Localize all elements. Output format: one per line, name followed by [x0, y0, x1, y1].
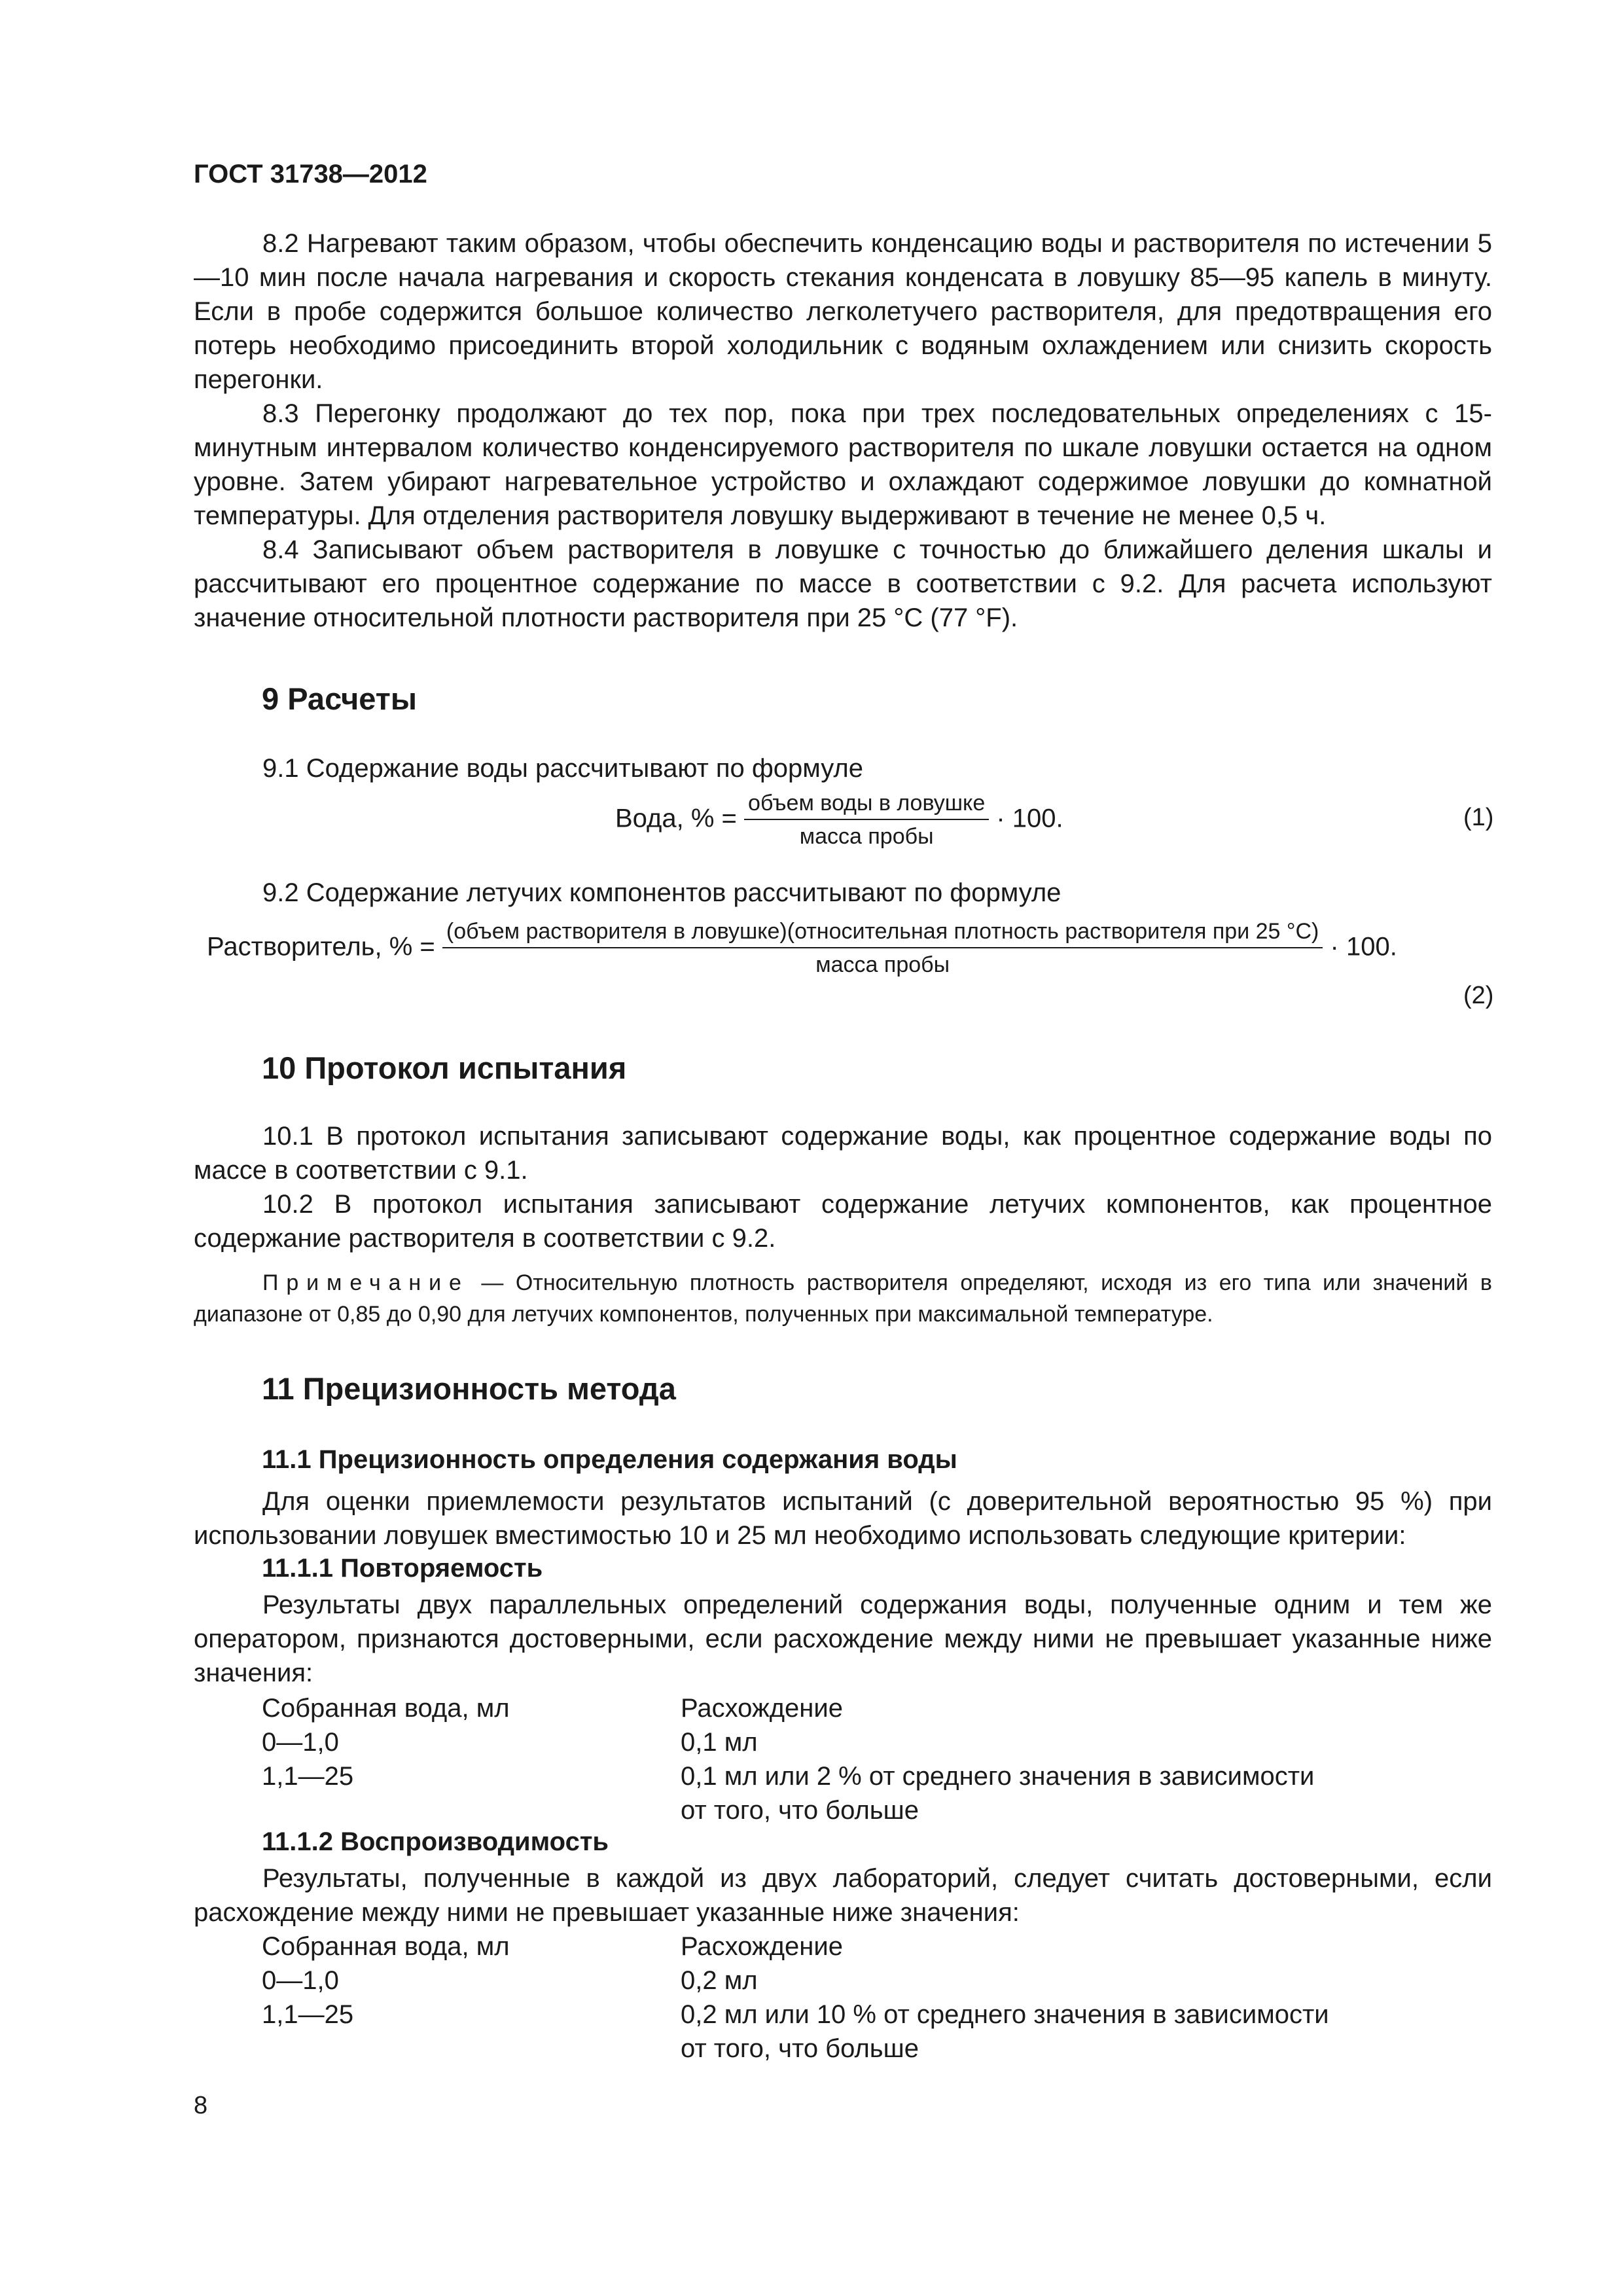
table-cell: 0,2 мл [681, 1966, 758, 1995]
table-header-difference: Расхождение [681, 1694, 843, 1723]
table-cell: от того, что больше [681, 2034, 919, 2063]
heading-11-1-2: 11.1.2 Воспроизводимость [262, 1827, 609, 1856]
table-row [262, 2032, 1400, 2066]
paragraph-11-1: Для оценки приемлемости результатов испытаний (с доверительной вероятностью 95 %) при использовании ловушек вместимостью 10 и 25 мл необходимо использовать следующие критерии: [194, 1487, 1492, 1550]
table-header-difference: Расхождение [681, 1932, 843, 1961]
formula-2-denominator: масса пробы [815, 952, 950, 977]
table-header-collected-water: Собранная вода, мл [262, 1932, 510, 1961]
table-row [262, 1964, 1400, 1998]
section-9-1 [194, 751, 1492, 785]
table-cell [262, 1793, 681, 1827]
table-cell: от того, что больше [681, 1796, 919, 1825]
repeatability-table [262, 1691, 1400, 1827]
table-row [262, 1793, 1400, 1827]
table-cell: 1,1—25 [262, 2000, 354, 2029]
heading-section-10: 10 Протокол испытания [262, 1050, 627, 1085]
table-cell: 0,1 мл или 2 % от среднего значения в зависимости [681, 1762, 1315, 1791]
document-code: ГОСТ 31738—2012 [194, 160, 427, 188]
formula-1 [615, 791, 1063, 850]
paragraph-11-1-2-block [194, 1861, 1492, 1929]
formula-1-lhs: Вода, % = [615, 804, 737, 833]
paragraph-11-1-2: Результаты, полученные в каждой из двух лабораторий, следует считать достоверными, если расхождение между ними не превышает указанные ниже значения: [194, 1864, 1492, 1927]
table-row [262, 1998, 1400, 2032]
table-cell: 0—1,0 [262, 1728, 339, 1757]
paragraph-8-2: 8.2 Нагревают таким образом, чтобы обеспечить конденсацию воды и растворителя по истечении 5—10 мин после начала нагревания и скорость стекания конденсата в ловушку 85—95 капель в минуту. Если в пробе содержится большое количество легколетучего растворителя, для предотвращения его потерь необходимо присоединить второй холодильник с водяным охлаждением или снизить скорость перегонки. [194, 229, 1492, 394]
formula-2-fraction [442, 919, 1323, 978]
formula-2-numerator: (объем растворителя в ловушке)(относительная плотность растворителя при 25 °С) [442, 919, 1323, 948]
paragraph-11-1-block [194, 1484, 1492, 1552]
paragraph-8-4: 8.4 Записывают объем растворителя в ловушке с точностью до ближайшего деления шкалы и рассчитывают его процентное содержание по массе в соответствии с 9.2. Для расчета используют значение относительной плотности растворителя при 25 °С (77 °F). [194, 535, 1492, 632]
table-cell: 0,1 мл [681, 1728, 758, 1757]
table-cell [262, 2032, 681, 2066]
formula-1-tail: · 100. [996, 804, 1063, 833]
heading-section-11: 11 Прецизионность метода [262, 1371, 676, 1406]
paragraph-10-2: 10.2 В протокол испытания записывают содержание летучих компонентов, как процентное содержание растворителя в соответствии с 9.2. [194, 1190, 1492, 1253]
paragraph-9-2: 9.2 Содержание летучих компонентов рассчитывают по формуле [262, 878, 1061, 907]
paragraph-10-1: 10.1 В протокол испытания записывают содержание воды, как процентное содержание воды по массе в соответствии с 9.1. [194, 1122, 1492, 1185]
table-cell: 1,1—25 [262, 1762, 354, 1791]
section-10-text [194, 1119, 1492, 1255]
page-number: 8 [194, 2092, 208, 2119]
paragraph-11-1-1-block [194, 1588, 1492, 1690]
table-row [262, 1759, 1400, 1793]
note-text: — Относительную плотность растворителя определяют, исходя из его типа или значений в диапазоне от 0,85 до 0,90 для летучих компонентов, полученных при максимальной температуре. [194, 1270, 1492, 1327]
formula-1-fraction [744, 791, 989, 850]
formula-1-denominator: масса пробы [799, 824, 934, 849]
equation-number-1: (1) [1463, 804, 1494, 831]
table-cell: 0,2 мл или 10 % от среднего значения в зависимости [681, 2000, 1329, 2029]
section-8-text [194, 226, 1492, 635]
paragraph-11-1-1: Результаты двух параллельных определений содержания воды, полученные одним и тем же оператором, признаются достоверными, если расхождение между ними не превышает указанные ниже значения: [194, 1590, 1492, 1687]
table-header-row [262, 1929, 1400, 1964]
table-cell: 0—1,0 [262, 1966, 339, 1995]
formula-2-lhs: Растворитель, % = [207, 932, 435, 961]
paragraph-9-1: 9.1 Содержание воды рассчитывают по формуле [262, 754, 863, 783]
paragraph-8-3: 8.3 Перегонку продолжают до тех пор, пока при трех последовательных определениях с 15-минутным интервалом количество конденсируемого растворителя по шкале ловушки остается на одном уровне. Затем убирают нагревательное устройство и охлаждают содержимое ловушки до комнатной температуры. Для отделения растворителя ловушку выдерживают в течение не менее 0,5 ч. [194, 399, 1492, 530]
equation-number-2: (2) [1463, 982, 1494, 1009]
section-9-2 [194, 876, 1492, 910]
heading-11-1-1: 11.1.1 Повторяемость [262, 1554, 543, 1583]
formula-2 [207, 919, 1397, 978]
note-label: Примечание [262, 1270, 469, 1295]
table-header-collected-water: Собранная вода, мл [262, 1694, 510, 1723]
formula-2-tail: · 100. [1330, 932, 1397, 961]
formula-1-numerator: объем воды в ловушке [744, 791, 989, 820]
heading-section-9: 9 Расчеты [262, 681, 417, 716]
table-header-row [262, 1691, 1400, 1725]
note [194, 1267, 1492, 1330]
reproducibility-table [262, 1929, 1400, 2066]
table-row [262, 1725, 1400, 1759]
heading-11-1: 11.1 Прецизионность определения содержания воды [262, 1445, 957, 1474]
